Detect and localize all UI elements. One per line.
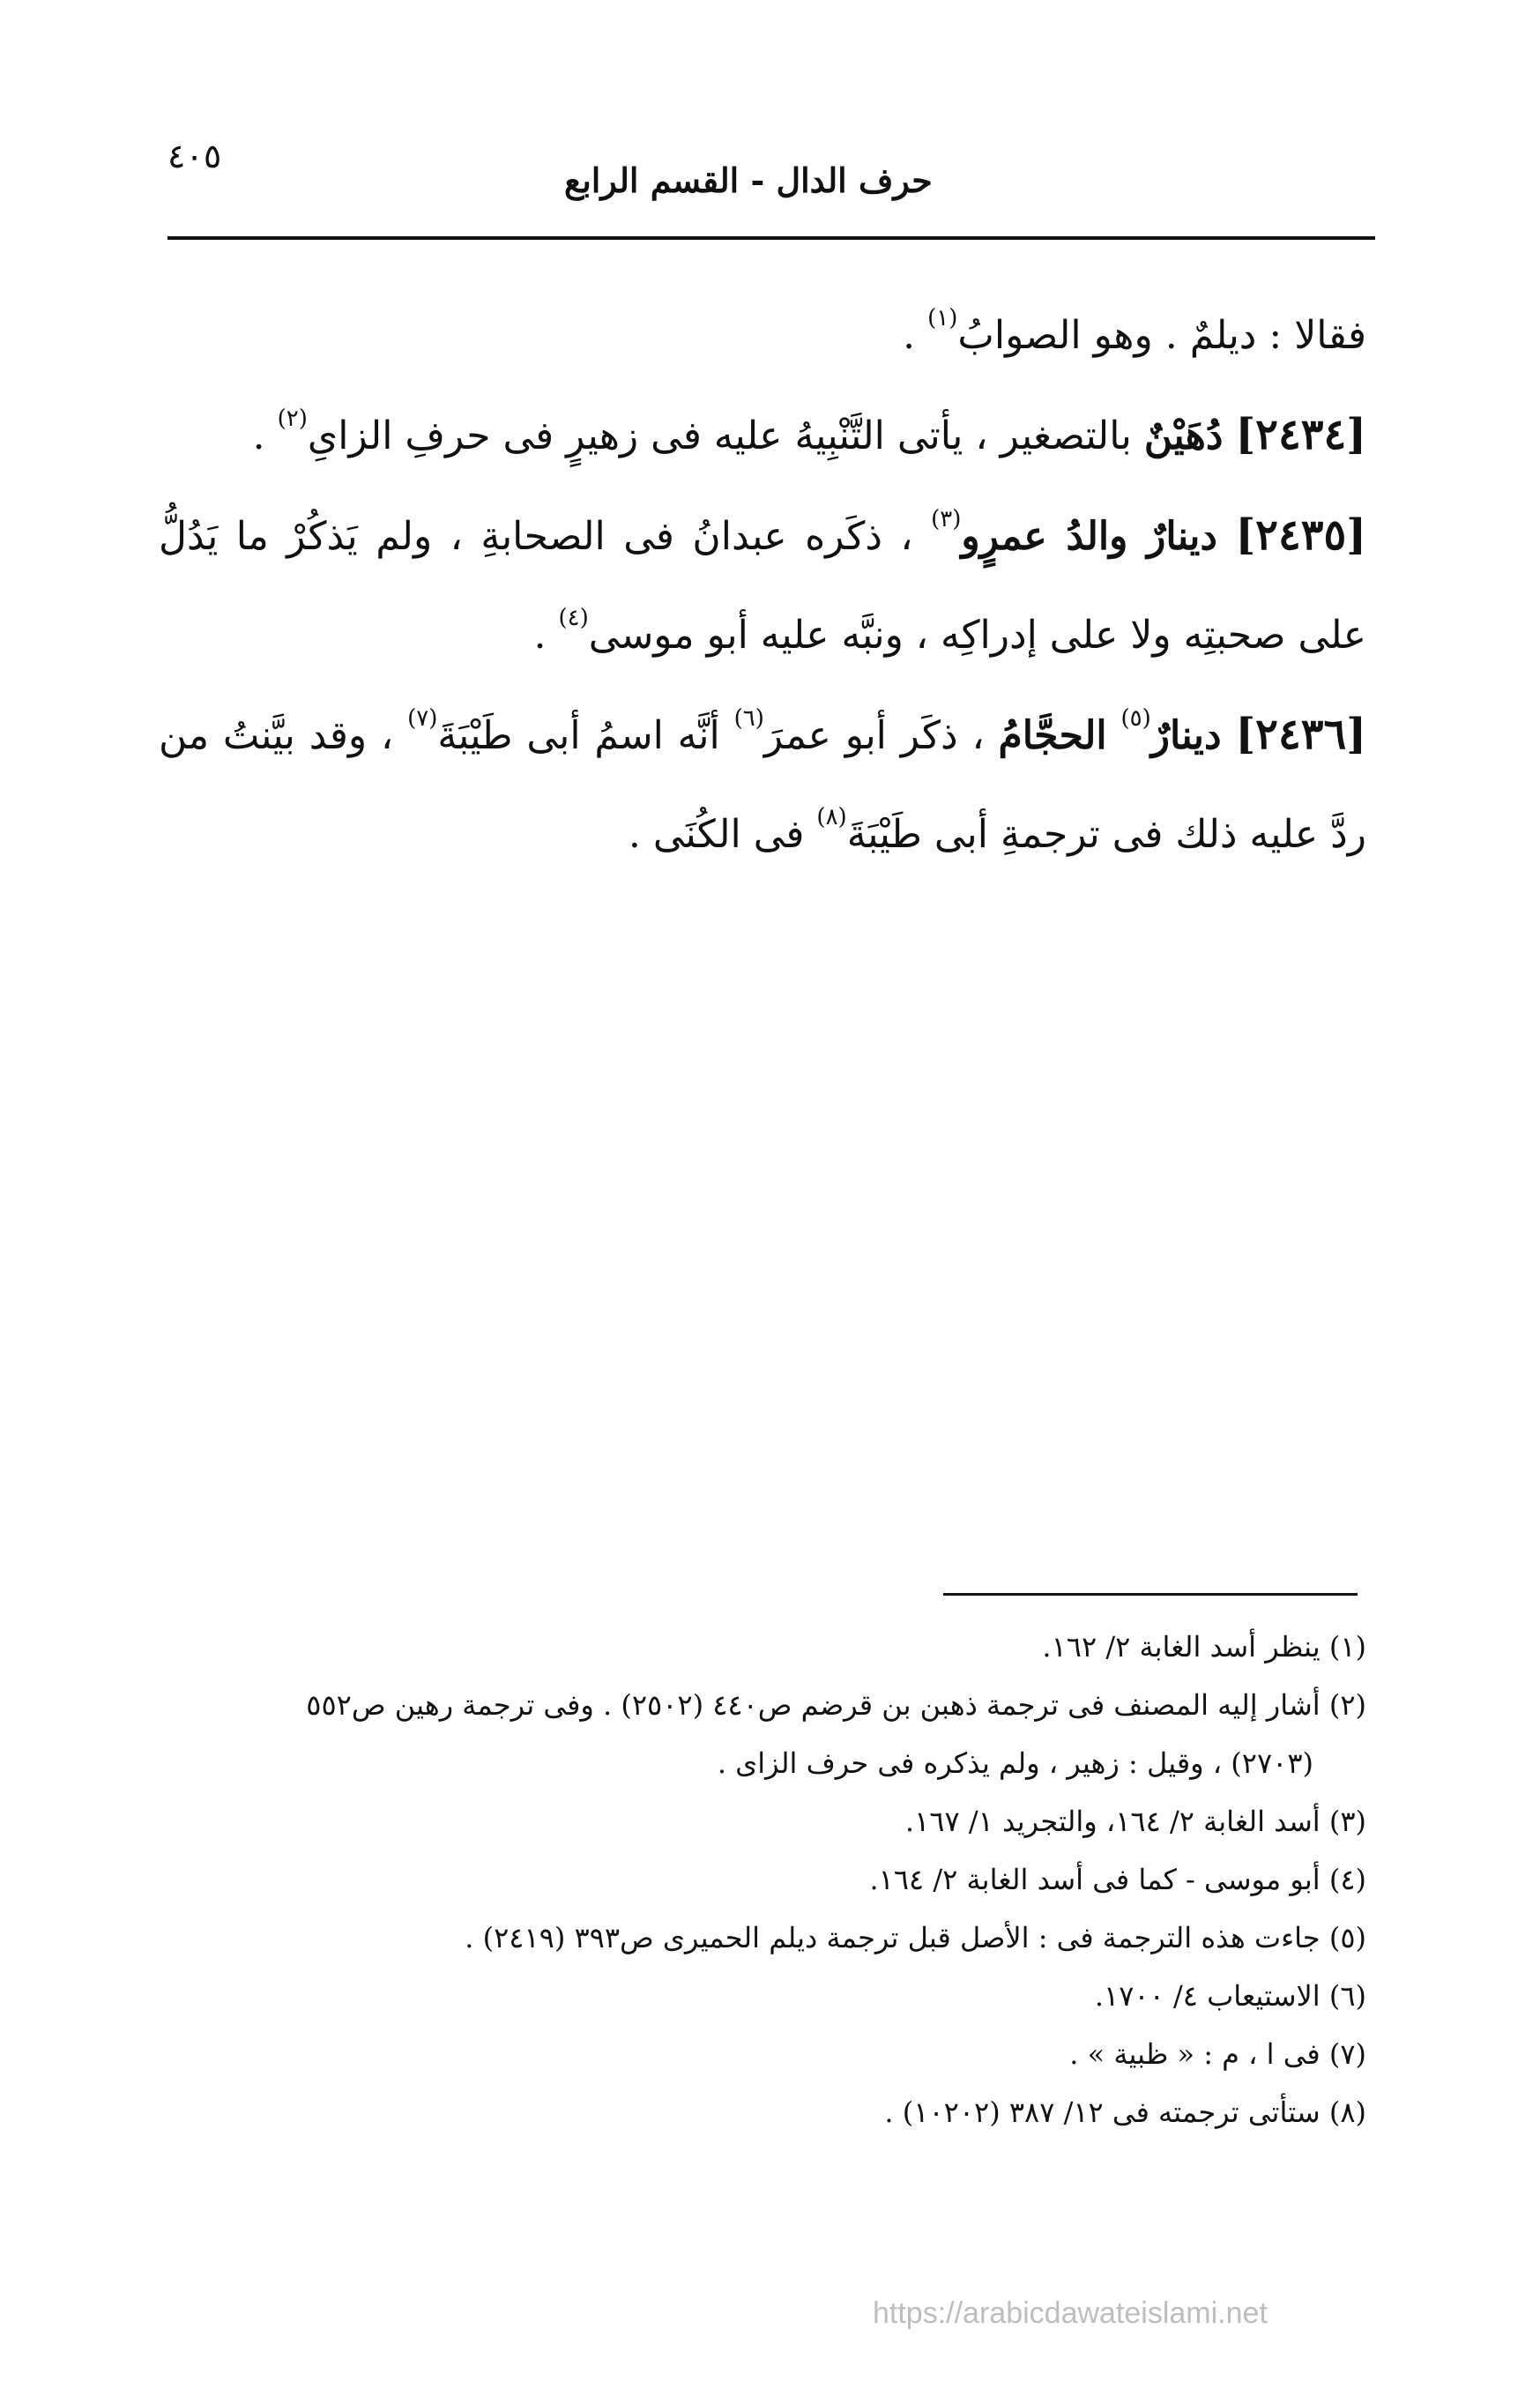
paragraph-text: فقالا : ديلمٌ . وهو الصوابُ — [957, 313, 1366, 358]
entry-end: . — [252, 413, 278, 458]
entry-number: [٢٤٣٦] — [1235, 710, 1366, 759]
entry-number: [٢٤٣٤] — [1235, 410, 1366, 459]
footnote-8: (٨) ستأتى ترجمته فى ١٢/ ٣٨٧ (١٠٢٠٢) . — [884, 2096, 1366, 2129]
paragraph-end: . — [903, 313, 928, 358]
footnote-ref[interactable]: (٦) — [733, 705, 764, 732]
entry-title: دينارٌ — [1150, 713, 1222, 758]
footnote-ref[interactable]: (٧) — [407, 705, 438, 732]
footnote-1: (١) ينظر أسد الغابة ٢/ ١٦٢. — [1042, 1630, 1366, 1664]
footnote-ref[interactable]: (٣) — [931, 506, 962, 532]
entry-text: بالتصغير ، يأتى التَّنْبِيهُ عليه فى زهيرٍ فى حرفِ الزاىِ — [307, 413, 1144, 458]
footnote-3: (٣) أسد الغابة ٢/ ١٦٤، والتجريد ١/ ١٦٧. — [904, 1805, 1366, 1838]
page-number: ٤٠٥ — [167, 137, 222, 175]
entry-text: فى الكُنَى . — [628, 812, 817, 857]
footnote-2-continued: (٢٧٠٣) ، وقيل : زهير ، ولم يذكره فى حرف الزاى . — [717, 1746, 1313, 1780]
entry-title: دينارٌ والدُ عمرٍو — [961, 514, 1217, 559]
paragraph-intro — [159, 287, 1366, 385]
entry-text: ، ذكَره عبدانُ فى الصحابةِ ، ولم يَذكُرْ ما يَدُلُّ على صحبتِه ولا على إدراكِه ، ونبَّه عليه أبو موسى — [159, 514, 1366, 658]
footnote-4: (٤) أبو موسى - كما فى أسد الغابة ٢/ ١٦٤. — [869, 1863, 1366, 1896]
footnote-7: (٧) فى ا ، م : « ظبية » . — [1069, 2037, 1366, 2071]
entry-title: دُهَيْنٌ — [1143, 413, 1224, 458]
entry-text: أنَّه اسمُ أبى طَيْبَةَ — [437, 713, 734, 758]
main-text — [159, 287, 1366, 884]
entry-number: [٢٤٣٥] — [1235, 510, 1366, 560]
footnote-rule — [943, 1593, 1358, 1596]
footnote-ref[interactable]: (٢) — [277, 406, 308, 432]
header-rule — [167, 236, 1375, 240]
entry-text: ، ذكَر أبو عمرَ — [763, 713, 999, 758]
entry-end: . — [533, 613, 559, 658]
footnote-ref[interactable]: (٥) — [1120, 705, 1151, 732]
running-header: حرف الدال - القسم الرابع — [564, 160, 933, 200]
entry-title-2: الحجَّامُ — [998, 713, 1107, 758]
watermark-url: https://arabicdawateislami.net — [873, 2297, 1268, 2330]
entry-2436 — [159, 685, 1366, 884]
footnote-6: (٦) الاستيعاب ٤/ ١٧٠٠. — [1094, 1979, 1366, 2013]
footnote-ref[interactable]: (٨) — [816, 804, 847, 830]
footnote-ref[interactable]: (١) — [927, 305, 958, 331]
entry-text: ، وقد بيَّنتُ من ردَّ عليه ذلك فى ترجمةِ أبى طَيْبَةَ — [159, 713, 1366, 857]
footnotes — [159, 1618, 1366, 2141]
entry-2435 — [159, 486, 1366, 685]
entry-2434 — [159, 385, 1366, 486]
footnote-ref[interactable]: (٤) — [558, 605, 589, 631]
footnote-5: (٥) جاءت هذه الترجمة فى : الأصل قبل ترجمة ديلم الحميرى ص٣٩٣ (٢٤١٩) . — [465, 1921, 1366, 1954]
footnote-2: (٢) أشار إليه المصنف فى ترجمة ذهبن بن قرضم ص٤٤٠ (٢٥٠٢) . وفى ترجمة رهين ص٥٥٢ — [306, 1688, 1366, 1722]
